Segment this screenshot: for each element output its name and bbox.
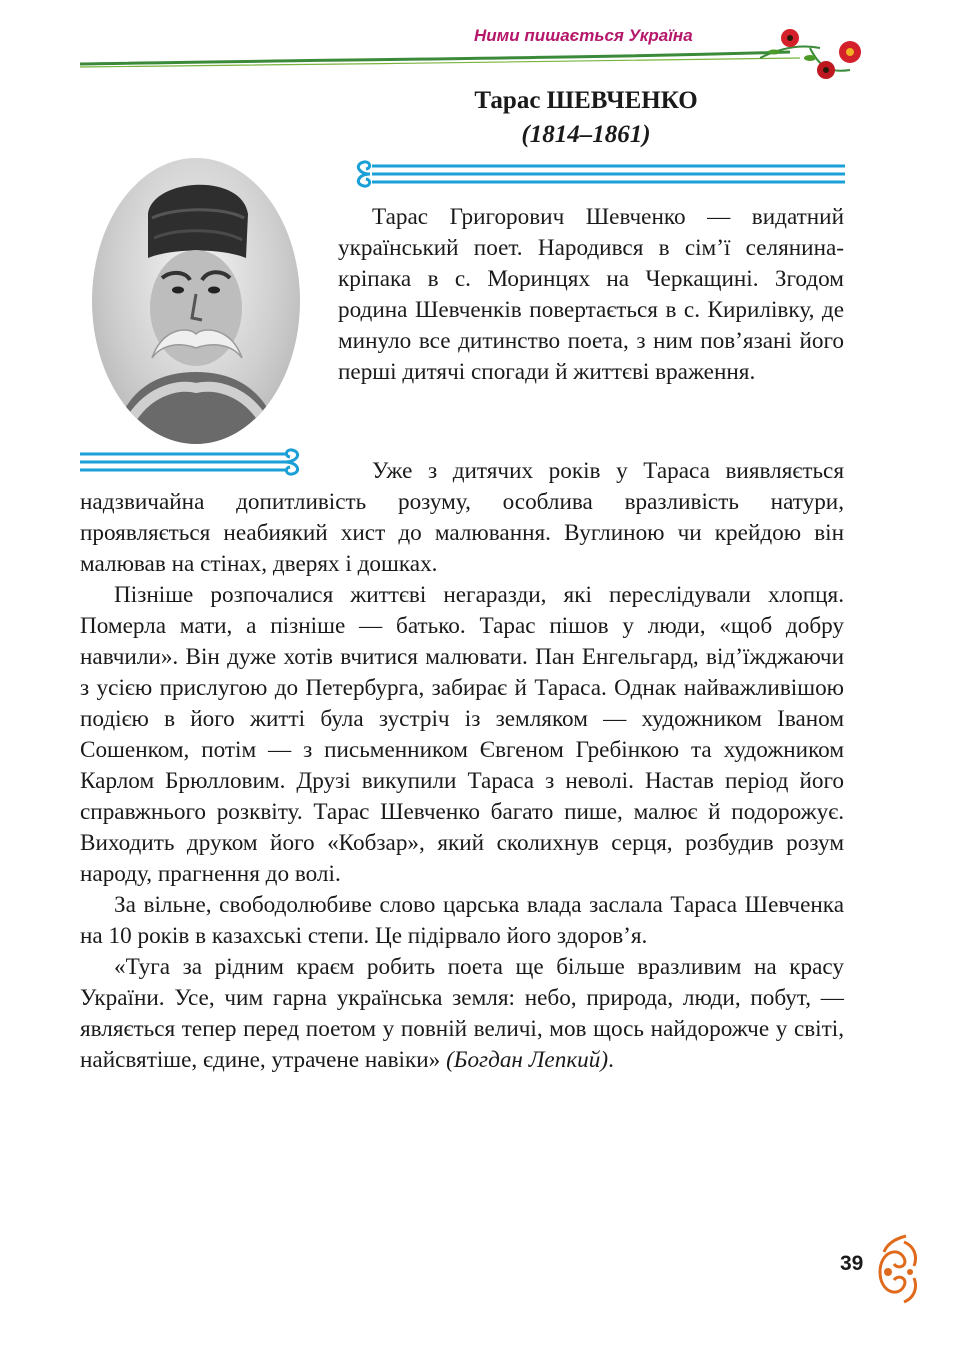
poet-name: Тарас ШЕВЧЕНКО [474, 87, 698, 114]
paragraph-quote: «Туга за рідним краєм робить поета ще більше вразливим на красу України. Усе, чим гарна українська земля: небо, природа, люди, побут, — являється тепер перед поетом у повній величі, мов щось найдорожче у світі, найсвятіше, єдине, утрачене навіки» (Богдан Лепкий). [80, 954, 844, 1073]
paragraph-intro: Тарас Григорович Шевченко — видатний український поет. Народився в сім’ї селянина-кріпака в с. Моринцях на Черкащині. Згодом родина Шевченків повертається в с. Кирилівку, де минуло все дитинство поета, з ним пов’язані його перші дитячі спогади й життєві враження. [338, 204, 844, 385]
page-number: 39 [840, 1252, 864, 1275]
paragraph-exile: За вільне, свободолюбиве слово царська влада заслала Тараса Шевченка на 10 років в казахські степи. Це підірвало його здоров’я. [80, 892, 844, 949]
series-title: Ними пишається Україна [474, 26, 693, 45]
paragraph-youth: Пізніше розпочалися життєві негаразди, які переслідували хлопця. Померла мати, а пізніше — батько. Тарас пішов у люди, «щоб добру навчили». Він дуже хотів вчитися малювати. Пан Енгельгард, від’їжджаючи з усією прислугою до Петербурга, забирає й Тараса. Однак найважливішою подією в його житті була зустріч із земляком — художником Іваном Сошенком, потім — з письменником Євгеном Гребінкою та художником Карлом Брюлловим. Друзі викупили Тараса з неволі. Настав період його справжнього розквіту. Тарас Шевченко багато пише, малює й подорожує. Виходить друком його «Кобзар», який сколихнув серця, розбудив розум народу, прагнення до волі. [80, 582, 844, 887]
article-title [396, 84, 776, 152]
portrait-image [92, 158, 300, 444]
quote-author: (Богдан Лепкий) [446, 1047, 609, 1073]
orange-floral-corner-icon [874, 1232, 924, 1312]
article-body [80, 456, 844, 1076]
poppy-flowers-icon [760, 18, 870, 88]
poet-years: (1814–1861) [521, 121, 651, 148]
blue-scroll-ornament-icon [340, 154, 850, 194]
paragraph-childhood: Уже з дитячих років у Тараса виявляється надзвичайна допитливість розуму, особлива вразливість натури, проявляється неабиякий хист до малювання. Вуглиною чи крейдою він малював на стінах, дверях і дошках. [80, 458, 844, 577]
